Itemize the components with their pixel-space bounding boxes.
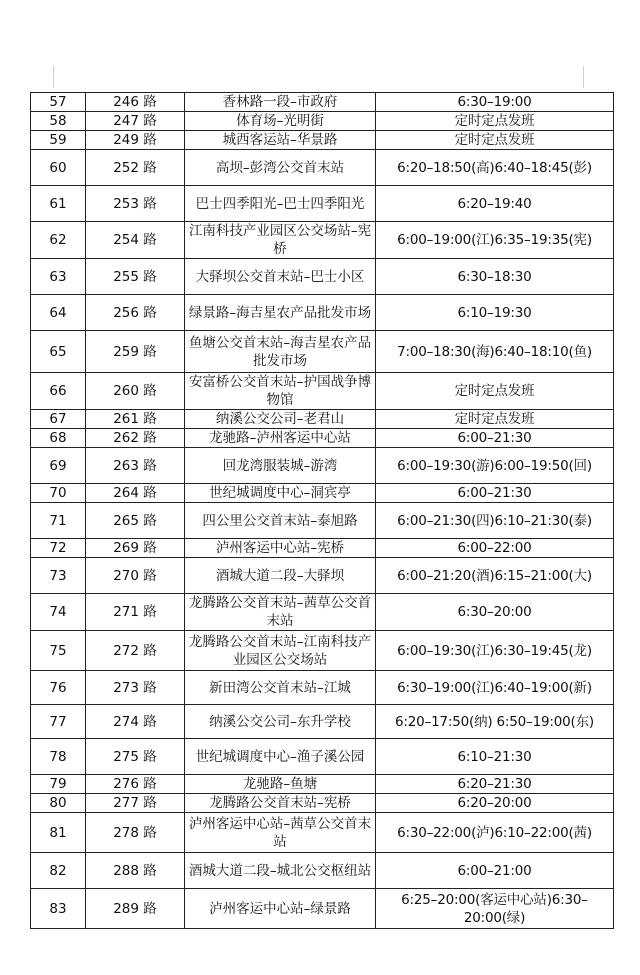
table-row bbox=[31, 484, 614, 503]
service-time-cell: 6:30–18:30 bbox=[376, 259, 614, 295]
stops-cell: 龙驰路–鱼塘 bbox=[185, 775, 376, 794]
service-time-cell: 定时定点发班 bbox=[376, 410, 614, 429]
stops-cell: 泸州客运中心站–茜草公交首末站 bbox=[185, 813, 376, 853]
stops-cell: 鱼塘公交首末站–海吉星农产品批发市场 bbox=[185, 331, 376, 373]
table-row bbox=[31, 295, 614, 331]
route-cell: 256 路 bbox=[86, 295, 185, 331]
table-row bbox=[31, 222, 614, 259]
row-number-cell: 77 bbox=[31, 705, 86, 739]
stops-cell: 绿景路–海吉星农产品批发市场 bbox=[185, 295, 376, 331]
route-cell: 261 路 bbox=[86, 410, 185, 429]
table-row bbox=[31, 739, 614, 775]
route-cell: 246 路 bbox=[86, 93, 185, 112]
schedule-table-body bbox=[31, 93, 614, 929]
service-time-cell: 7:00–18:30(海)6:40–18:10(鱼) bbox=[376, 331, 614, 373]
stops-cell: 世纪城调度中心–洞宾亭 bbox=[185, 484, 376, 503]
route-cell: 271 路 bbox=[86, 594, 185, 631]
row-number-cell: 74 bbox=[31, 594, 86, 631]
stops-cell: 安富桥公交首末站–护国战争博物馆 bbox=[185, 373, 376, 410]
route-cell: 272 路 bbox=[86, 631, 185, 671]
service-time-cell: 6:00–21:20(酒)6:15–21:00(大) bbox=[376, 558, 614, 594]
table-row bbox=[31, 186, 614, 222]
route-cell: 259 路 bbox=[86, 331, 185, 373]
service-time-cell: 6:00–21:30(四)6:10–21:30(泰) bbox=[376, 503, 614, 539]
service-time-cell: 6:30–20:00 bbox=[376, 594, 614, 631]
route-cell: 263 路 bbox=[86, 448, 185, 484]
row-number-cell: 59 bbox=[31, 131, 86, 150]
route-cell: 274 路 bbox=[86, 705, 185, 739]
stops-cell: 体育场–光明街 bbox=[185, 112, 376, 131]
service-time-cell: 6:00–21:30 bbox=[376, 484, 614, 503]
table-row bbox=[31, 259, 614, 295]
service-time-cell: 6:00–21:30 bbox=[376, 429, 614, 448]
table-row bbox=[31, 331, 614, 373]
route-cell: 264 路 bbox=[86, 484, 185, 503]
table-row bbox=[31, 373, 614, 410]
route-cell: 260 路 bbox=[86, 373, 185, 410]
table-row bbox=[31, 131, 614, 150]
route-cell: 255 路 bbox=[86, 259, 185, 295]
service-time-cell: 6:30–22:00(泸)6:10–22:00(茜) bbox=[376, 813, 614, 853]
table-row bbox=[31, 775, 614, 794]
table-row bbox=[31, 558, 614, 594]
service-time-cell: 6:25–20:00(客运中心站)6:30–20:00(绿) bbox=[376, 889, 614, 929]
service-time-cell: 6:30–19:00(江)6:40–19:00(新) bbox=[376, 671, 614, 705]
row-number-cell: 70 bbox=[31, 484, 86, 503]
stops-cell: 龙腾路公交首末站–宪桥 bbox=[185, 794, 376, 813]
table-row bbox=[31, 503, 614, 539]
stops-cell: 世纪城调度中心–渔子溪公园 bbox=[185, 739, 376, 775]
stops-cell: 回龙湾服装城–游湾 bbox=[185, 448, 376, 484]
row-number-cell: 81 bbox=[31, 813, 86, 853]
service-time-cell: 6:20–20:00 bbox=[376, 794, 614, 813]
route-cell: 247 路 bbox=[86, 112, 185, 131]
route-cell: 253 路 bbox=[86, 186, 185, 222]
stops-cell: 泸州客运中心站–宪桥 bbox=[185, 539, 376, 558]
service-time-cell: 6:00–19:00(江)6:35–19:35(宪) bbox=[376, 222, 614, 259]
service-time-cell: 6:20–21:30 bbox=[376, 775, 614, 794]
service-time-cell: 6:20–19:40 bbox=[376, 186, 614, 222]
route-cell: 277 路 bbox=[86, 794, 185, 813]
service-time-cell: 6:00–19:30(江)6:30–19:45(龙) bbox=[376, 631, 614, 671]
row-number-cell: 57 bbox=[31, 93, 86, 112]
stops-cell: 香林路一段–市政府 bbox=[185, 93, 376, 112]
table-row bbox=[31, 594, 614, 631]
stops-cell: 巴士四季阳光–巴士四季阳光 bbox=[185, 186, 376, 222]
table-row bbox=[31, 889, 614, 929]
row-number-cell: 82 bbox=[31, 853, 86, 889]
service-time-cell: 6:20–18:50(高)6:40–18:45(彭) bbox=[376, 150, 614, 186]
row-number-cell: 58 bbox=[31, 112, 86, 131]
stops-cell: 泸州客运中心站–绿景路 bbox=[185, 889, 376, 929]
stops-cell: 新田湾公交首末站–江城 bbox=[185, 671, 376, 705]
route-cell: 265 路 bbox=[86, 503, 185, 539]
row-number-cell: 79 bbox=[31, 775, 86, 794]
stops-cell: 龙腾路公交首末站–茜草公交首末站 bbox=[185, 594, 376, 631]
table-row bbox=[31, 671, 614, 705]
row-number-cell: 69 bbox=[31, 448, 86, 484]
service-time-cell: 6:10–21:30 bbox=[376, 739, 614, 775]
service-time-cell: 6:10–19:30 bbox=[376, 295, 614, 331]
row-number-cell: 72 bbox=[31, 539, 86, 558]
table-row bbox=[31, 410, 614, 429]
row-number-cell: 64 bbox=[31, 295, 86, 331]
route-cell: 278 路 bbox=[86, 813, 185, 853]
row-number-cell: 80 bbox=[31, 794, 86, 813]
stops-cell: 纳溪公交公司–东升学校 bbox=[185, 705, 376, 739]
route-cell: 254 路 bbox=[86, 222, 185, 259]
table-row bbox=[31, 112, 614, 131]
stops-cell: 江南科技产业园区公交场站–宪桥 bbox=[185, 222, 376, 259]
service-time-cell: 6:00–19:30(游)6:00–19:50(回) bbox=[376, 448, 614, 484]
stops-cell: 高坝–彭湾公交首末站 bbox=[185, 150, 376, 186]
stops-cell: 酒城大道二段–大驿坝 bbox=[185, 558, 376, 594]
row-number-cell: 76 bbox=[31, 671, 86, 705]
service-time-cell: 6:00–21:00 bbox=[376, 853, 614, 889]
stops-cell: 酒城大道二段–城北公交枢纽站 bbox=[185, 853, 376, 889]
row-number-cell: 63 bbox=[31, 259, 86, 295]
stops-cell: 大驿坝公交首末站–巴士小区 bbox=[185, 259, 376, 295]
service-time-cell: 6:00–22:00 bbox=[376, 539, 614, 558]
service-time-cell: 定时定点发班 bbox=[376, 373, 614, 410]
route-cell: 249 路 bbox=[86, 131, 185, 150]
service-time-cell: 定时定点发班 bbox=[376, 112, 614, 131]
row-number-cell: 67 bbox=[31, 410, 86, 429]
service-time-cell: 6:20–17:50(纳) 6:50–19:00(东) bbox=[376, 705, 614, 739]
route-cell: 288 路 bbox=[86, 853, 185, 889]
table-row bbox=[31, 705, 614, 739]
table-row bbox=[31, 794, 614, 813]
stops-cell: 龙驰路–泸州客运中心站 bbox=[185, 429, 376, 448]
row-number-cell: 75 bbox=[31, 631, 86, 671]
route-cell: 275 路 bbox=[86, 739, 185, 775]
row-number-cell: 60 bbox=[31, 150, 86, 186]
stops-cell: 城西客运站–华景路 bbox=[185, 131, 376, 150]
row-number-cell: 68 bbox=[31, 429, 86, 448]
route-cell: 276 路 bbox=[86, 775, 185, 794]
table-row bbox=[31, 853, 614, 889]
row-number-cell: 78 bbox=[31, 739, 86, 775]
stops-cell: 四公里公交首末站–泰旭路 bbox=[185, 503, 376, 539]
route-cell: 269 路 bbox=[86, 539, 185, 558]
scan-edge-mark-left bbox=[53, 66, 54, 88]
service-time-cell: 6:30–19:00 bbox=[376, 93, 614, 112]
row-number-cell: 62 bbox=[31, 222, 86, 259]
stops-cell: 龙腾路公交首末站–江南科技产业园区公交场站 bbox=[185, 631, 376, 671]
bus-schedule-table bbox=[30, 92, 614, 929]
row-number-cell: 65 bbox=[31, 331, 86, 373]
table-row bbox=[31, 150, 614, 186]
table-row bbox=[31, 448, 614, 484]
row-number-cell: 71 bbox=[31, 503, 86, 539]
route-cell: 270 路 bbox=[86, 558, 185, 594]
service-time-cell: 定时定点发班 bbox=[376, 131, 614, 150]
row-number-cell: 83 bbox=[31, 889, 86, 929]
route-cell: 252 路 bbox=[86, 150, 185, 186]
table-row bbox=[31, 429, 614, 448]
route-cell: 289 路 bbox=[86, 889, 185, 929]
row-number-cell: 66 bbox=[31, 373, 86, 410]
table-row bbox=[31, 631, 614, 671]
row-number-cell: 73 bbox=[31, 558, 86, 594]
route-cell: 273 路 bbox=[86, 671, 185, 705]
table-row bbox=[31, 93, 614, 112]
scan-edge-mark-right bbox=[583, 66, 584, 88]
table-row bbox=[31, 813, 614, 853]
route-cell: 262 路 bbox=[86, 429, 185, 448]
stops-cell: 纳溪公交公司–老君山 bbox=[185, 410, 376, 429]
row-number-cell: 61 bbox=[31, 186, 86, 222]
table-row bbox=[31, 539, 614, 558]
